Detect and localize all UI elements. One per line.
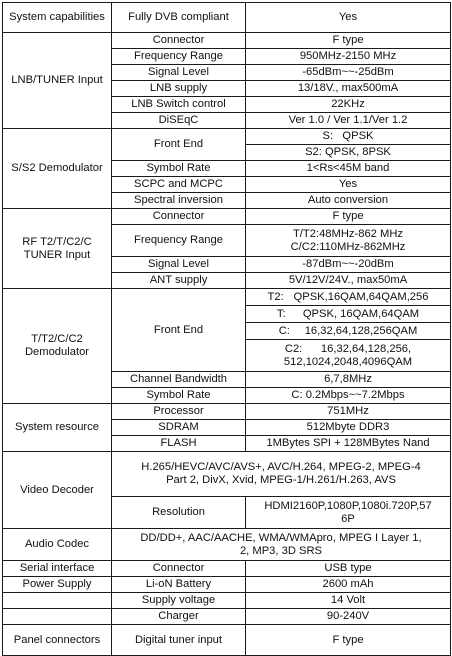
value-cell: Yes: [246, 3, 451, 33]
value-cell: Yes: [246, 177, 451, 193]
feature-cell: Frequency Range: [112, 225, 246, 257]
value-cell: 1<Rs<45M band: [246, 161, 451, 177]
c-key: C:: [278, 324, 290, 337]
value-cell: 6,7,8MHz: [246, 372, 451, 388]
value-cell: 90-240V: [246, 609, 451, 625]
t2-key: T2:: [267, 290, 284, 303]
value-cell: 751MHz: [246, 404, 451, 420]
value-cell: 512Mbyte DDR3: [246, 420, 451, 436]
category-cell: T/T2/C/C2 Demodulator: [3, 289, 112, 404]
table-row: [3, 593, 451, 609]
feature-cell: Fully DVB compliant: [112, 3, 246, 33]
category-cell: Panel connectors: [3, 625, 112, 656]
table-row: [3, 3, 451, 33]
category-cell: Audio Codec: [3, 529, 112, 561]
feature-cell: Spectral inversion: [112, 193, 246, 209]
table-row: [3, 129, 451, 145]
feature-cell: DiSEqC: [112, 113, 246, 129]
value-cell: F type: [246, 209, 451, 225]
value-cell: [246, 323, 451, 340]
category-cell: System resource: [3, 404, 112, 452]
value-cell: [246, 289, 451, 306]
feature-cell: Processor: [112, 404, 246, 420]
table-row: [3, 289, 451, 306]
feature-cell: Supply voltage: [112, 593, 246, 609]
category-cell: Video Decoder: [3, 452, 112, 529]
video-formats-line1: H.265/HEVC/AVC/AVS+, AVC/H.264, MPEG-2, MPEG-4: [141, 461, 421, 474]
value-cell: 2600 mAh: [246, 577, 451, 593]
frequency-t: T/T2:48MHz-862 MHz: [292, 227, 404, 240]
table-row: [3, 33, 451, 49]
value-cell: 950MHz-2150 MHz: [246, 49, 451, 65]
table-row: [3, 529, 451, 561]
feature-cell: Digital tuner input: [112, 625, 246, 656]
value-cell: [246, 306, 451, 323]
resolution-line2: 6P: [341, 512, 355, 525]
value-cell: USB type: [246, 561, 451, 577]
table-row: [3, 577, 451, 593]
resolution-line1: HDMI2160P,1080P,1080i.720P,57: [264, 499, 432, 512]
value-cell: 5V/12V/24V., max50mA: [246, 273, 451, 289]
t-value: QPSK, 16QAM,64QAM: [302, 307, 420, 320]
spec-table: [2, 2, 451, 656]
value-cell: [246, 225, 451, 257]
blank-cell: [3, 609, 112, 625]
value-cell: F type: [246, 33, 451, 49]
table-row: [3, 404, 451, 420]
feature-cell: Connector: [112, 209, 246, 225]
value-cell: [112, 452, 451, 497]
feature-cell: Signal Level: [112, 257, 246, 273]
feature-cell: SCPC and MCPC: [112, 177, 246, 193]
feature-cell: Front End: [112, 129, 246, 161]
value-cell: [246, 497, 451, 529]
feature-cell: Charger: [112, 609, 246, 625]
category-cell: System capabilities: [3, 3, 112, 33]
table-row: [3, 609, 451, 625]
value-cell: [112, 529, 451, 561]
feature-cell: Symbol Rate: [112, 161, 246, 177]
value-cell: -87dBm~~-20dBm: [246, 257, 451, 273]
feature-cell: SDRAM: [112, 420, 246, 436]
category-cell: RF T2/T/C2/C TUNER Input: [3, 209, 112, 289]
value-cell: F type: [246, 625, 451, 656]
value-cell: 1MBytes SPI + 128MBytes Nand: [246, 436, 451, 452]
feature-cell: Li-oN Battery: [112, 577, 246, 593]
video-formats-line2: Part 2, DivX, Xvid, MPEG-1/H.261/H.263, AVS: [166, 474, 396, 486]
audio-line1: DD/DD+, AAC/AACHE, WMA/WMApro, MPEG I Layer 1,: [140, 531, 422, 544]
value-cell: [246, 340, 451, 372]
feature-cell: Frequency Range: [112, 49, 246, 65]
value-cell: Auto conversion: [246, 193, 451, 209]
category-cell: Serial interface: [3, 561, 112, 577]
value-cell: -65dBm~~-25dBm: [246, 65, 451, 81]
feature-cell: Connector: [112, 561, 246, 577]
c2-line1: C2: 16,32,64,128,256,: [284, 342, 412, 355]
feature-cell: Signal Level: [112, 65, 246, 81]
table-row: [3, 209, 451, 225]
feature-cell: Symbol Rate: [112, 388, 246, 404]
feature-cell: LNB supply: [112, 81, 246, 97]
t2-value: QPSK,16QAM,64QAM,256: [293, 290, 429, 303]
category-cell: Power Supply: [3, 577, 112, 593]
frequency-c: C/C2:110MHz-862MHz: [290, 240, 406, 253]
c2-line2: 512,1024,2048,4096QAM: [283, 355, 413, 368]
category-cell: S/S2 Demodulator: [3, 129, 112, 209]
feature-cell: LNB Switch control: [112, 97, 246, 113]
value-cell: S2: QPSK, 8PSK: [246, 145, 451, 161]
value-cell: C: 0.2Mbps~~7.2Mbps: [246, 388, 451, 404]
value-cell: 22KHz: [246, 97, 451, 113]
feature-cell: ANT supply: [112, 273, 246, 289]
value-cell: Ver 1.0 / Ver 1.1/Ver 1.2: [246, 113, 451, 129]
c-value: 16,32,64,128,256QAM: [304, 324, 418, 337]
table-row: [3, 625, 451, 656]
value-cell: 13/18V., max500mA: [246, 81, 451, 97]
table-row: [3, 561, 451, 577]
category-cell: LNB/TUNER Input: [3, 33, 112, 129]
feature-cell: FLASH: [112, 436, 246, 452]
audio-line2: 2, MP3, 3D SRS: [239, 544, 323, 557]
s-value: QPSK: [342, 130, 374, 143]
value-cell: [246, 129, 451, 145]
t-key: T:: [276, 307, 286, 320]
feature-cell: Front End: [112, 289, 246, 372]
feature-cell: Resolution: [112, 497, 246, 529]
value-cell: 14 Volt: [246, 593, 451, 609]
blank-cell: [3, 593, 112, 609]
s-key: S:: [322, 130, 334, 143]
feature-cell: Channel Bandwidth: [112, 372, 246, 388]
table-row: [3, 452, 451, 497]
feature-cell: Connector: [112, 33, 246, 49]
